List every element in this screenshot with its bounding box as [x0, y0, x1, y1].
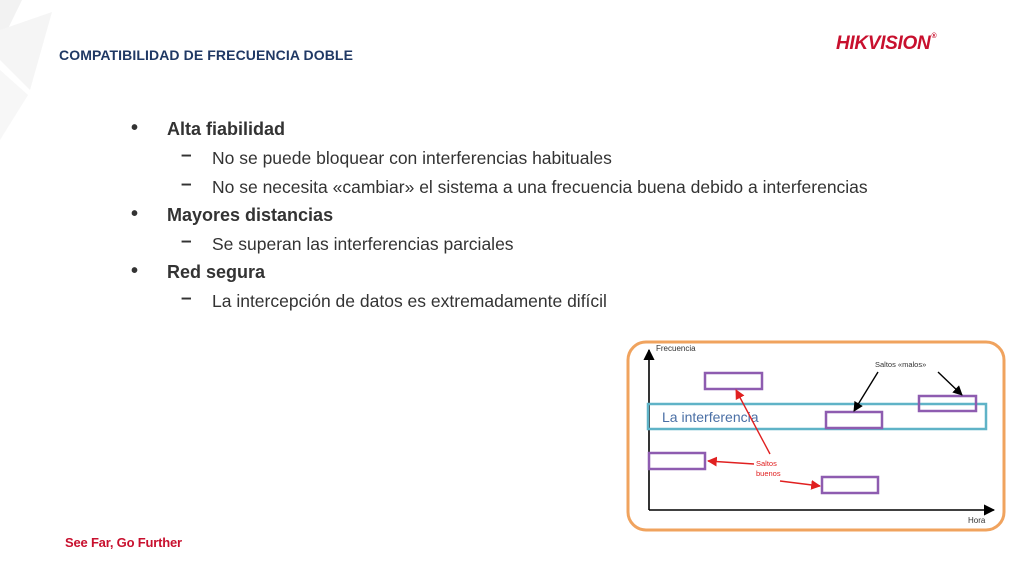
sub-bullet-item — [181, 288, 607, 312]
bullet-item — [131, 117, 286, 140]
bullet-item — [131, 260, 266, 283]
good-hops-label-line1: Saltos — [756, 459, 777, 468]
dash-marker: – — [181, 174, 192, 195]
bullet-text: Alta fiabilidad — [167, 119, 286, 139]
bullet-marker: • — [131, 117, 139, 139]
sub-bullet-item — [181, 174, 868, 198]
sub-bullet-text: No se necesita «cambiar» el sistema a una frecuencia buena debido a interferencias — [212, 177, 868, 197]
bullet-item — [131, 203, 334, 226]
corner-decoration — [0, 0, 60, 150]
sub-bullet-text: La intercepción de datos es extremadamente difícil — [212, 291, 607, 311]
logo-registered-mark: ® — [931, 33, 937, 40]
sub-bullet-item — [181, 231, 514, 255]
bullet-marker: • — [131, 260, 139, 282]
dash-marker: – — [181, 288, 192, 309]
bullet-text: Mayores distancias — [167, 205, 334, 225]
logo-text: HIKVISION — [836, 33, 931, 54]
interference-band-label: La interferencia — [662, 409, 759, 425]
dash-marker: – — [181, 231, 192, 252]
footer-tagline: See Far, Go Further — [65, 535, 182, 550]
slide-title: COMPATIBILIDAD DE FRECUENCIA DOBLE — [59, 47, 354, 63]
diagram-frame — [628, 342, 1004, 530]
sub-bullet-text: No se puede bloquear con interferencias habituales — [212, 148, 612, 168]
good-hops-label-line2: buenos — [756, 469, 781, 478]
dash-marker: – — [181, 145, 192, 166]
bullet-marker: • — [131, 203, 139, 225]
frequency-hopping-diagram — [624, 338, 1010, 534]
y-axis-label: Frecuencia — [656, 344, 696, 353]
bullet-text: Red segura — [167, 262, 266, 282]
sub-bullet-text: Se superan las interferencias parciales — [212, 234, 514, 254]
sub-bullet-item — [181, 145, 612, 169]
bad-hops-label: Saltos «malos» — [875, 360, 927, 369]
hikvision-logo — [836, 33, 936, 55]
x-axis-label: Hora — [968, 516, 986, 525]
